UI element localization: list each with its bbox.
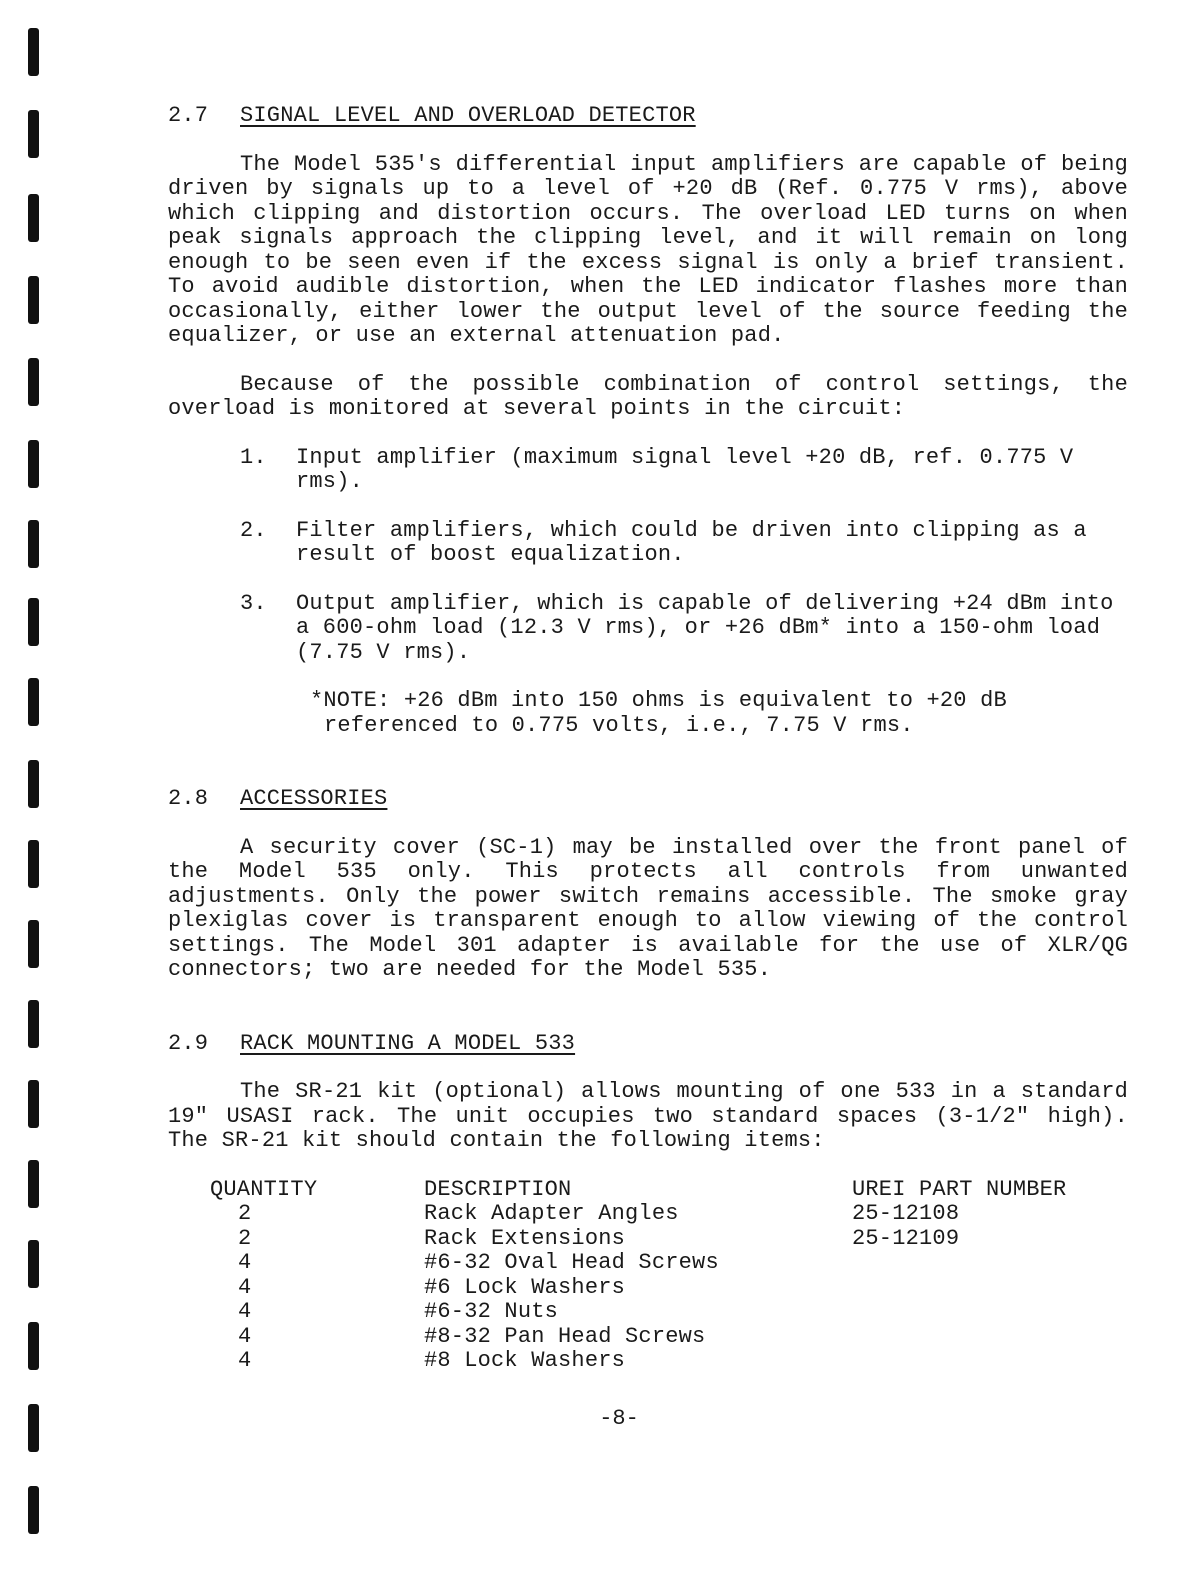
- cell-quantity: 2: [238, 1225, 252, 1251]
- section-number: 2.8: [168, 786, 209, 811]
- cell-part-number: [852, 1349, 1112, 1374]
- table-header-row: [210, 1178, 1112, 1203]
- table-row: [210, 1202, 1112, 1227]
- column-header-part-number: UREI PART NUMBER: [852, 1176, 1067, 1202]
- paragraph: Because of the possible combination of control settings, the overload is monitored at several points in the circuit:: [168, 371, 1128, 421]
- column-header-description: DESCRIPTION: [424, 1176, 572, 1202]
- punch-hole: [28, 598, 39, 646]
- cell-part-number: 25-12109: [852, 1225, 960, 1251]
- list-item: [240, 519, 1128, 568]
- table-row: [210, 1251, 1112, 1276]
- section-number: 2.7: [168, 103, 209, 128]
- punch-hole: [28, 840, 39, 888]
- cell-description: #6-32 Nuts: [424, 1299, 559, 1324]
- cell-description: #8 Lock Washers: [424, 1348, 626, 1373]
- punch-hole: [28, 1160, 39, 1208]
- paragraph: The SR-21 kit (optional) allows mounting of one 533 in a standard 19" USASI rack. The unit occupies two standard spaces (3-1/2" high). The SR-21 kit should contain the following items:: [168, 1079, 1128, 1153]
- binder-punch-strip: [28, 0, 40, 1576]
- paragraph: A security cover (SC-1) may be installed over the front panel of the Model 535 only. This protects all controls from unwanted adjustments. Only the power switch remains accessible. The smoke gray plexiglas cover is transparent enough to allow viewing of the control settings. The Model 301 adapter is available for the use of XLR/QG connectors; two are needed for the Model 535.: [168, 834, 1128, 982]
- punch-hole: [28, 1240, 39, 1288]
- section-title: SIGNAL LEVEL AND OVERLOAD DETECTOR: [240, 103, 696, 128]
- punch-hole: [28, 358, 39, 406]
- page-number: -8-: [599, 1406, 639, 1431]
- punch-hole: [28, 760, 39, 808]
- cell-description: Rack Extensions: [424, 1225, 626, 1251]
- column-header-quantity: QUANTITY: [210, 1176, 318, 1202]
- parts-table: [210, 1178, 1112, 1374]
- cell-description: #6 Lock Washers: [424, 1274, 626, 1300]
- cell-quantity: 4: [238, 1299, 252, 1324]
- cell-quantity: 4: [238, 1250, 252, 1275]
- section-heading-2-9: [168, 1032, 1128, 1057]
- table-row: [210, 1325, 1112, 1350]
- punch-hole: [28, 920, 39, 968]
- paragraph: The Model 535's differential input amplifiers are capable of being driven by signals up to a level of +20 dB (Ref. 0.775 V rms), above which clipping and distortion occurs. The overload LED turns on when peak signals approach the clipping level, and it will remain on long enough to be seen even if the excess signal is only a brief transient. To avoid audible distortion, when the LED indicator flashes more than occasionally, either lower the output level of the source feeding the equalizer, or use an external attenuation pad.: [168, 151, 1128, 348]
- note-block: [310, 689, 1128, 738]
- punch-hole: [28, 28, 39, 76]
- cell-part-number: [852, 1276, 1112, 1301]
- punch-hole: [28, 1322, 39, 1370]
- punch-hole: [28, 520, 39, 568]
- cell-description: #6-32 Oval Head Screws: [424, 1250, 719, 1275]
- punch-hole: [28, 1486, 39, 1534]
- cell-part-number: [852, 1325, 1112, 1350]
- cell-quantity: 4: [238, 1348, 252, 1373]
- overload-points-list: [168, 446, 1128, 666]
- cell-quantity: 4: [238, 1274, 252, 1300]
- table-row: [210, 1300, 1112, 1325]
- table-row: [210, 1349, 1112, 1374]
- punch-hole: [28, 678, 39, 726]
- table-row: [210, 1276, 1112, 1301]
- note-line: referenced to 0.775 volts, i.e., 7.75 V rms.: [324, 712, 914, 738]
- cell-quantity: 4: [238, 1323, 252, 1349]
- punch-hole: [28, 1000, 39, 1048]
- list-item-number: 3.: [240, 590, 267, 616]
- list-item-text: Filter amplifiers, which could be driven into clipping as a result of boost equalization.: [296, 517, 1087, 567]
- cell-part-number: [852, 1251, 1112, 1276]
- section-title: ACCESSORIES: [240, 786, 388, 811]
- cell-quantity: 2: [238, 1201, 252, 1226]
- cell-description: Rack Adapter Angles: [424, 1201, 679, 1226]
- cell-part-number: 25-12108: [852, 1201, 960, 1226]
- cell-description: #8-32 Pan Head Screws: [424, 1323, 706, 1349]
- list-item-text: Input amplifier (maximum signal level +20 dB, ref. 0.775 V rms).: [296, 444, 1074, 494]
- table-row: [210, 1227, 1112, 1252]
- note-line: *NOTE: +26 dBm into 150 ohms is equivalent to +20 dB: [310, 688, 1007, 713]
- section-number: 2.9: [168, 1030, 209, 1056]
- list-item-number: 2.: [240, 517, 267, 543]
- punch-hole: [28, 194, 39, 242]
- list-item: [240, 592, 1128, 666]
- list-item: [240, 446, 1128, 495]
- section-heading-2-7: [168, 104, 1128, 129]
- punch-hole: [28, 276, 39, 324]
- cell-part-number: [852, 1300, 1112, 1325]
- section-title: RACK MOUNTING A MODEL 533: [240, 1030, 576, 1056]
- section-heading-2-8: [168, 787, 1128, 812]
- punch-hole: [28, 440, 39, 488]
- list-item-number: 1.: [240, 444, 267, 470]
- punch-hole: [28, 110, 39, 158]
- page-content: [168, 104, 1128, 1374]
- list-item-text: Output amplifier, which is capable of delivering +24 dBm into a 600-ohm load (12.3 V rms), or +26 dBm* into a 150-ohm load (7.75 V rms).: [296, 590, 1114, 665]
- punch-hole: [28, 1080, 39, 1128]
